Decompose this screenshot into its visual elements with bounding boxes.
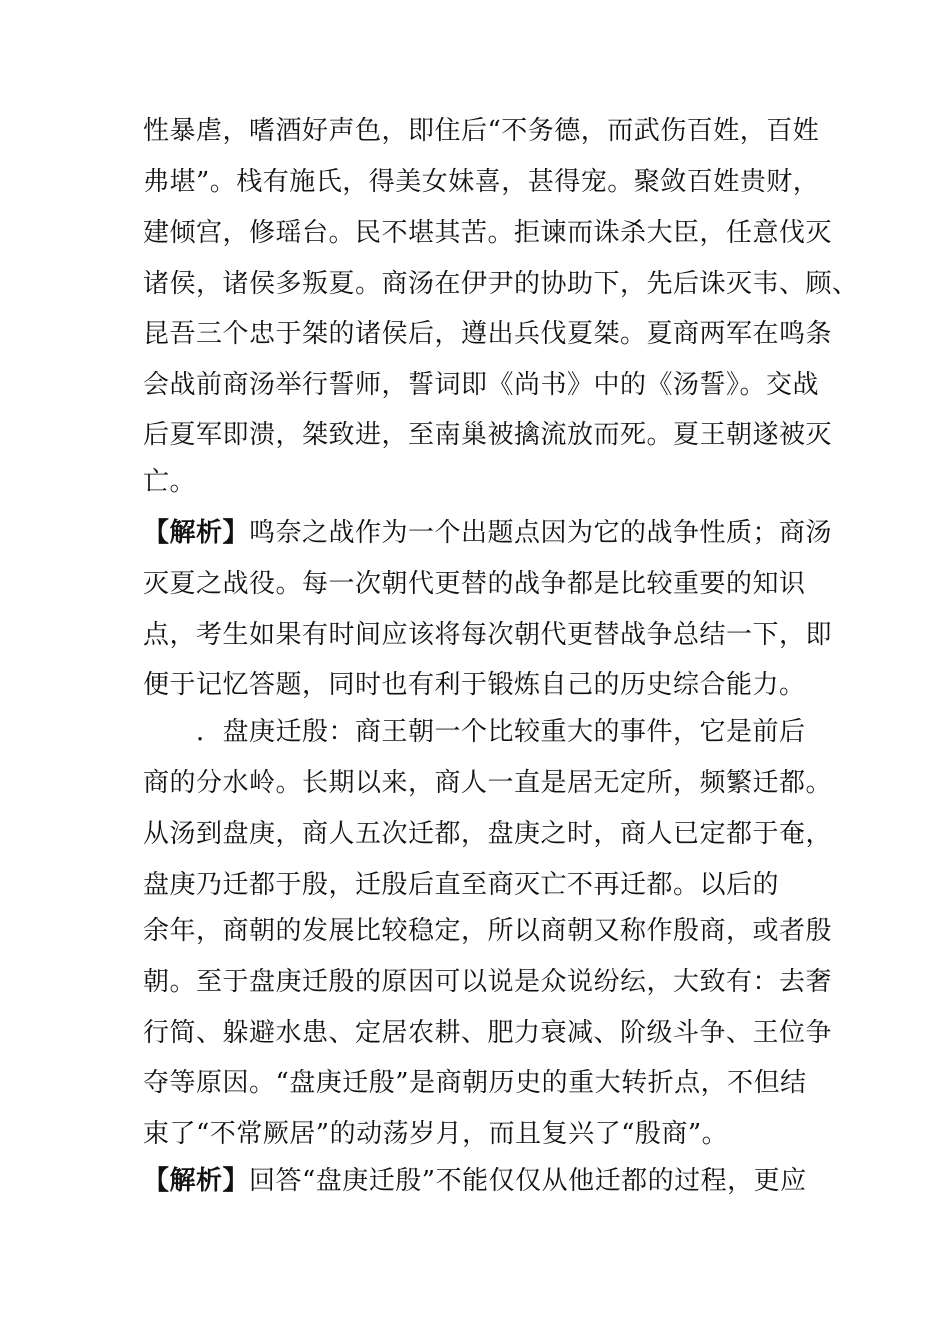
analysis-text: 回答“盘庚迁殷”不能仅仅从他迁都的过程，更应 <box>249 1166 807 1196</box>
text-line-11: 点，考生如果有时间应该将每次朝代更替战争总结一下，即 <box>143 620 833 650</box>
analysis-label: 【解析】 <box>143 518 250 548</box>
text-line-19: 行简、躲避水患、定居农耕、肥力衰减、阶级斗争、王位争 <box>143 1018 833 1048</box>
text-line-3: 建倾宫，修瑶台。民不堪其苦。拒谏而诛杀大臣，任意伐灭 <box>143 218 833 248</box>
text-line-7: 后夏军即溃，桀致进，至南巢被擒流放而死。夏王朝遂被灭 <box>143 420 833 450</box>
text-line-8: 亡。 <box>143 467 197 497</box>
text-line-10: 灭夏之战役。每一次朝代更替的战争都是比较重要的知识 <box>143 569 806 599</box>
text-line-15: 从汤到盘庚，商人五次迁都，盘庚之时，商人已定都于奄， <box>143 819 833 849</box>
text-line-2: 弗堪”。栈有施氏，得美女妹喜，甚得宠。聚敛百姓贵财， <box>143 167 820 197</box>
analysis-label: 【解析】 <box>143 1166 250 1196</box>
text-line-14: 商的分水岭。长期以来，商人一直是居无定所，频繁迁都。 <box>143 768 833 798</box>
text-line-13: ．盘庚迁殷：商王朝一个比较重大的事件，它是前后 <box>143 717 806 747</box>
analysis-text: 鸣奈之战作为一个出题点因为它的战争性质；商汤 <box>249 518 833 548</box>
text-line-20: 夺等原因。“盘庚迁殷”是商朝历史的重大转折点，不但结 <box>143 1068 807 1098</box>
text-line-12: 便于记忆答题，同时也有利于锻炼自己的历史综合能力。 <box>143 670 806 700</box>
text-line-6: 会战前商汤举行誓师，誓词即《尚书》中的《汤誓》。交战 <box>143 370 820 400</box>
text-line-5: 昆吾三个忠于桀的诸侯后，遵出兵伐夏桀。夏商两军在鸣条 <box>143 319 833 349</box>
text-line-18: 朝。至于盘庚迁殷的原因可以说是众说纷纭，大致有：去奢 <box>143 967 833 997</box>
text-line-1: 性暴虐，嗜酒好声色，即住后“不务德，而武伤百姓，百姓 <box>143 116 820 146</box>
text-line-21: 束了“不常厥居”的动荡岁月，而且复兴了“殷商”。 <box>143 1119 729 1149</box>
analysis-paragraph-1-line-1 <box>143 518 832 548</box>
text-line-16: 盘庚乃迁都于殷，迁殷后直至商灭亡不再迁都。以后的 <box>143 870 780 900</box>
text-line-4: 诸侯，诸侯多叛夏。商汤在伊尹的协助下，先后诛灭韦、顾、 <box>143 269 859 299</box>
analysis-paragraph-2-line-1 <box>143 1166 807 1196</box>
text-line-17: 余年，商朝的发展比较稳定，所以商朝又称作殷商，或者殷 <box>143 916 833 946</box>
